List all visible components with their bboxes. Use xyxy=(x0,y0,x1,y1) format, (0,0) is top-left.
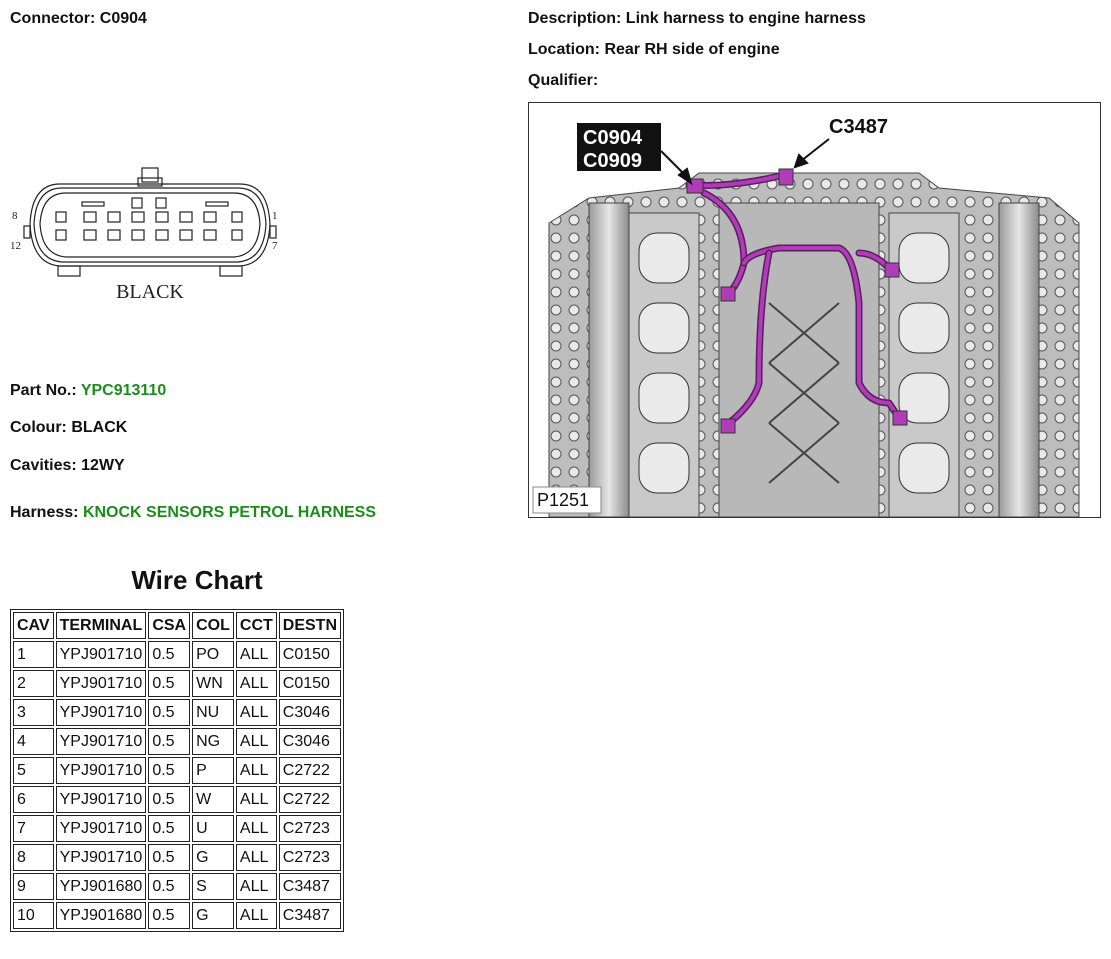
cell-cav: 4 xyxy=(13,728,54,755)
cell-csa: 0.5 xyxy=(148,757,190,784)
cell-destn: C0150 xyxy=(279,641,341,668)
cell-col: W xyxy=(192,786,234,813)
colour-label: Colour: xyxy=(10,419,67,436)
cell-terminal: YPJ901710 xyxy=(56,670,147,697)
column-header-terminal: TERMINAL xyxy=(56,612,147,639)
cell-terminal: YPJ901710 xyxy=(56,728,147,755)
cell-csa: 0.5 xyxy=(148,902,190,929)
pin-7-label: 7 xyxy=(272,240,278,252)
cell-cav: 2 xyxy=(13,670,54,697)
cell-cct: ALL xyxy=(236,670,277,697)
cell-terminal: YPJ901710 xyxy=(56,844,147,871)
part-number-line xyxy=(10,382,166,400)
cell-destn: C2723 xyxy=(279,815,341,842)
cell-terminal: YPJ901710 xyxy=(56,699,147,726)
cell-csa: 0.5 xyxy=(148,844,190,871)
cell-csa: 0.5 xyxy=(148,699,190,726)
location-value: Rear RH side of engine xyxy=(604,41,780,58)
table-row xyxy=(13,699,341,726)
cell-csa: 0.5 xyxy=(148,786,190,813)
cell-cav: 6 xyxy=(13,786,54,813)
cell-cct: ALL xyxy=(236,902,277,929)
cell-col: NG xyxy=(192,728,234,755)
cell-csa: 0.5 xyxy=(148,670,190,697)
cell-destn: C0150 xyxy=(279,670,341,697)
cell-csa: 0.5 xyxy=(148,815,190,842)
cell-cct: ALL xyxy=(236,641,277,668)
cell-col: WN xyxy=(192,670,234,697)
column-header-cct: CCT xyxy=(236,612,277,639)
cell-cav: 7 xyxy=(13,815,54,842)
cell-cct: ALL xyxy=(236,873,277,900)
cell-destn: C2723 xyxy=(279,844,341,871)
table-row xyxy=(13,757,341,784)
harness-label: Harness: xyxy=(10,504,79,521)
callout-c0909: C0909 xyxy=(583,150,642,172)
engine-illustration xyxy=(529,103,1100,517)
location-line xyxy=(528,41,780,59)
cavities-line xyxy=(10,457,125,475)
column-header-cav: CAV xyxy=(13,612,54,639)
cell-csa: 0.5 xyxy=(148,728,190,755)
cell-destn: C2722 xyxy=(279,757,341,784)
cell-col: U xyxy=(192,815,234,842)
cavities-value: 12WY xyxy=(81,457,125,474)
table-header-row xyxy=(13,612,341,639)
cell-col: NU xyxy=(192,699,234,726)
connector-face-drawing xyxy=(10,160,290,310)
pin-8-label: 8 xyxy=(12,210,18,222)
callout-c3487: C3487 xyxy=(829,116,888,138)
callout-c0904: C0904 xyxy=(583,127,642,149)
colour-line xyxy=(10,419,127,437)
engine-location-image xyxy=(528,102,1101,518)
cell-terminal: YPJ901680 xyxy=(56,902,147,929)
cell-cav: 3 xyxy=(13,699,54,726)
cell-cav: 8 xyxy=(13,844,54,871)
connector-colour-text: BLACK xyxy=(116,281,184,303)
cell-col: PO xyxy=(192,641,234,668)
cell-cav: 1 xyxy=(13,641,54,668)
cell-cav: 5 xyxy=(13,757,54,784)
table-row xyxy=(13,670,341,697)
connector-label: Connector: xyxy=(10,10,96,27)
cell-terminal: YPJ901710 xyxy=(56,815,147,842)
table-row xyxy=(13,902,341,929)
column-header-destn: DESTN xyxy=(279,612,341,639)
cell-cct: ALL xyxy=(236,844,277,871)
cell-terminal: YPJ901710 xyxy=(56,786,147,813)
table-row xyxy=(13,786,341,813)
cell-cct: ALL xyxy=(236,699,277,726)
table-row xyxy=(13,844,341,871)
cell-terminal: YPJ901680 xyxy=(56,873,147,900)
cell-cct: ALL xyxy=(236,728,277,755)
cell-cav: 10 xyxy=(13,902,54,929)
c3487-connector xyxy=(779,169,793,185)
cell-destn: C3487 xyxy=(279,873,341,900)
part-number-link[interactable]: YPC913110 xyxy=(80,382,167,399)
connector-line xyxy=(10,10,147,28)
table-row xyxy=(13,815,341,842)
image-reference: P1251 xyxy=(537,490,590,510)
cell-col: G xyxy=(192,844,234,871)
cell-destn: C2722 xyxy=(279,786,341,813)
wire-chart-title: Wire Chart xyxy=(131,565,263,595)
cell-col: S xyxy=(192,873,234,900)
qualifier-label: Qualifier: xyxy=(528,72,599,89)
cell-col: P xyxy=(192,757,234,784)
harness-line xyxy=(10,504,376,522)
cavities-label: Cavities: xyxy=(10,457,77,474)
part-number-label: Part No.: xyxy=(10,382,77,399)
harness-link[interactable]: KNOCK SENSORS PETROL HARNESS xyxy=(82,504,377,521)
cell-col: G xyxy=(192,902,234,929)
table-row xyxy=(13,641,341,668)
colour-value: BLACK xyxy=(71,419,128,436)
table-row xyxy=(13,873,341,900)
column-header-col: COL xyxy=(192,612,234,639)
table-row xyxy=(13,728,341,755)
location-label: Location: xyxy=(528,41,600,58)
qualifier-line xyxy=(528,72,603,90)
cell-csa: 0.5 xyxy=(148,641,190,668)
cell-terminal: YPJ901710 xyxy=(56,641,147,668)
description-value: Link harness to engine harness xyxy=(625,10,866,27)
cell-cav: 9 xyxy=(13,873,54,900)
cell-cct: ALL xyxy=(236,757,277,784)
cell-cct: ALL xyxy=(236,786,277,813)
cell-terminal: YPJ901710 xyxy=(56,757,147,784)
cell-destn: C3046 xyxy=(279,699,341,726)
column-header-csa: CSA xyxy=(148,612,190,639)
cell-cct: ALL xyxy=(236,815,277,842)
pin-12-label: 12 xyxy=(10,240,21,252)
pin-1-label: 1 xyxy=(272,210,278,222)
cell-destn: C3487 xyxy=(279,902,341,929)
cell-csa: 0.5 xyxy=(148,873,190,900)
wire-chart-table xyxy=(10,609,344,932)
description-line xyxy=(528,10,866,28)
description-label: Description: xyxy=(528,10,622,27)
connector-value: C0904 xyxy=(99,10,147,27)
cell-destn: C3046 xyxy=(279,728,341,755)
